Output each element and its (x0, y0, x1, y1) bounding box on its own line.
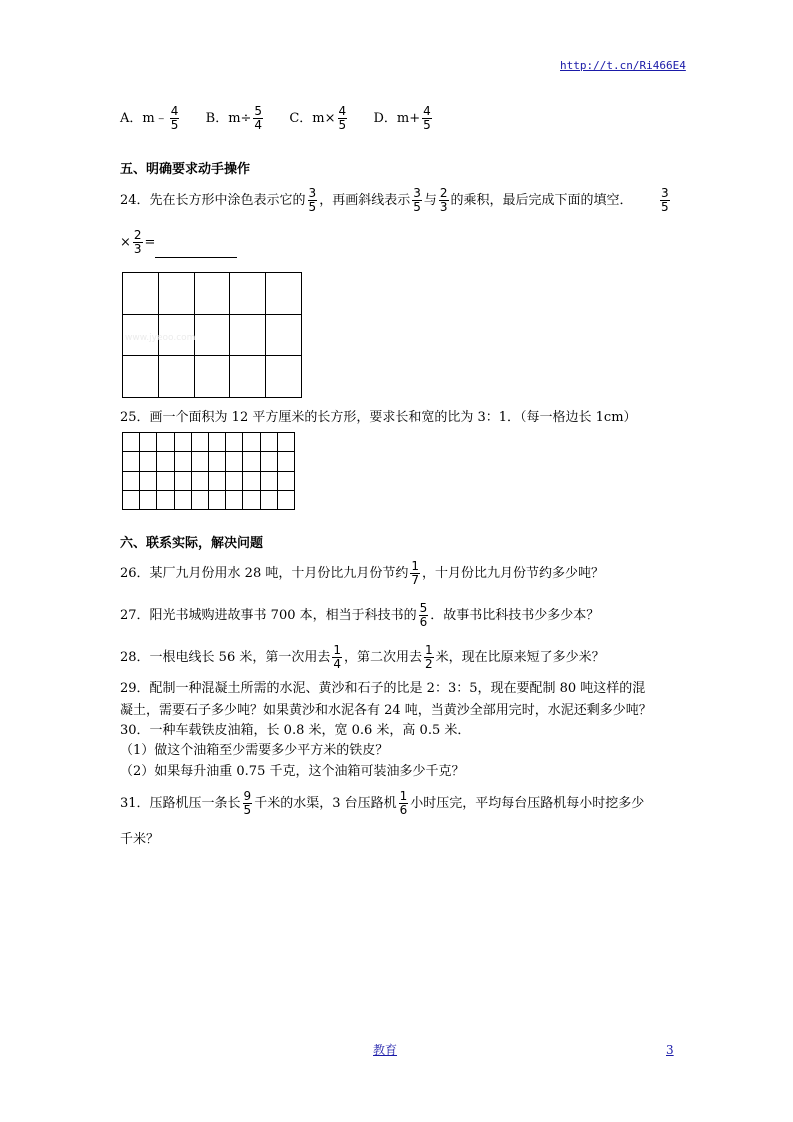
question-29-line2: 凝土，需要石子多少吨？如果黄沙和水泥各有 24 吨，当黄沙全部用完时，水泥还剩多少吨？ (120, 703, 652, 718)
question-24-trailing-fraction (658, 186, 672, 216)
grid-cell[interactable] (191, 490, 208, 509)
fraction: $\frac{1}{7}$ (411, 559, 419, 587)
fraction: $\frac{4}{5}$ (170, 104, 179, 132)
grid-cell[interactable] (194, 273, 230, 315)
fraction: $\frac{4}{5}$ (338, 104, 347, 132)
question-24-line1: 24．先在长方形中涂色表示它的 $\frac{3}{5}$ ，再画斜线表示 $\frac{3}{5}$ 与 $\frac{2}{3}$ 的乘积，最后完成下面的填空． (120, 186, 633, 214)
footer-link[interactable]: 教育 (373, 1043, 398, 1057)
fraction: $\frac{3}{5}$ (413, 186, 421, 214)
fraction: $\frac{3}{5}$ (661, 186, 669, 214)
question-26: 26．某厂九月份用水 28 吨，十月份比九月份节约 $\frac{1}{7}$ ，十月份比九月份节约多少吨？ (120, 559, 605, 587)
grid-cell[interactable] (123, 471, 140, 490)
grid-cell[interactable] (140, 433, 157, 452)
grid-cell[interactable] (226, 471, 243, 490)
question-29-line1: 29．配制一种混凝土所需的水泥、黄沙和石子的比是 2：3：5，现在要配制 80 吨这样的混 (120, 681, 646, 696)
question-31-line1: 31．压路机压一条长 $\frac{9}{5}$ 千米的水渠，3 台压路机 $\frac{1}{6}$ 小时压完，平均每台压路机每小时挖多少 (120, 789, 645, 817)
grid-cell[interactable] (140, 490, 157, 509)
grid-cell[interactable] (157, 490, 174, 509)
grid-cell[interactable] (266, 273, 302, 315)
grid-cell[interactable] (157, 471, 174, 490)
grid-cell[interactable] (226, 490, 243, 509)
option-b: B．m÷ $\frac{5}{4}$ (205, 104, 263, 132)
grid-cell[interactable] (174, 490, 191, 509)
grid-cell[interactable] (158, 356, 194, 398)
grid-cell[interactable] (243, 452, 260, 471)
grid-cell[interactable] (191, 433, 208, 452)
header-url-link[interactable]: http://t.cn/Ri466E4 (560, 59, 686, 72)
grid-24-rectangle[interactable] (122, 272, 302, 398)
page-number: 3 (666, 1043, 674, 1057)
section-6-title: 六、联系实际，解决问题 (120, 536, 264, 551)
grid-cell[interactable] (260, 471, 277, 490)
option-d: D．m+ $\frac{4}{5}$ (373, 104, 431, 132)
fraction: $\frac{2}{3}$ (439, 186, 448, 214)
grid-cell[interactable] (277, 471, 294, 490)
fraction: $\frac{5}{4}$ (254, 104, 263, 132)
grid-cell[interactable] (191, 471, 208, 490)
grid-cell[interactable] (226, 452, 243, 471)
question-27: 27．阳光书城购进故事书 700 本，相当于科技书的 $\frac{5}{6}$ ．故事书比科技书少多少本？ (120, 601, 600, 629)
fraction: $\frac{2}{3}$ (133, 228, 142, 256)
grid-cell[interactable] (230, 273, 266, 315)
grid-cell[interactable] (266, 314, 302, 356)
grid-cell[interactable] (174, 433, 191, 452)
grid-cell[interactable] (243, 490, 260, 509)
option-c: C．m× $\frac{4}{5}$ (289, 104, 347, 132)
grid-cell[interactable] (243, 433, 260, 452)
grid-cell[interactable] (243, 471, 260, 490)
fraction: $\frac{4}{5}$ (423, 104, 431, 132)
grid-cell[interactable] (260, 490, 277, 509)
question-30-line1: 30．一种车载铁皮油箱，长 0.8 米，宽 0.6 米，高 0.5 米． (120, 723, 471, 738)
watermark: www.jyeoo.com (125, 332, 196, 343)
grid-cell[interactable] (123, 356, 159, 398)
grid-cell[interactable] (140, 452, 157, 471)
grid-cell[interactable] (123, 490, 140, 509)
grid-cell[interactable] (277, 433, 294, 452)
grid-cell[interactable] (123, 452, 140, 471)
grid-cell[interactable] (230, 356, 266, 398)
grid-cell[interactable] (123, 433, 140, 452)
grid-cell[interactable] (208, 452, 225, 471)
fraction: $\frac{1}{6}$ (399, 789, 408, 817)
grid-cell[interactable] (174, 471, 191, 490)
grid-cell[interactable] (158, 273, 194, 315)
option-a: A．m﹣ $\frac{4}{5}$ (120, 104, 179, 132)
question-31-line2: 千米？ (120, 832, 160, 847)
grid-cell[interactable] (226, 433, 243, 452)
question-28: 28．一根电线长 56 米，第一次用去 $\frac{1}{4}$ ，第二次用去 $\frac{1}{2}$ 米，现在比原来短了多少米？ (120, 643, 605, 671)
grid-cell[interactable] (260, 452, 277, 471)
grid-cell[interactable] (208, 471, 225, 490)
grid-cell[interactable] (194, 314, 230, 356)
section-5-title: 五、明确要求动手操作 (120, 162, 251, 177)
grid-cell[interactable] (157, 452, 174, 471)
grid-cell[interactable] (277, 490, 294, 509)
fraction: $\frac{5}{6}$ (419, 601, 428, 629)
grid-cell[interactable] (194, 356, 230, 398)
grid-cell[interactable] (230, 314, 266, 356)
fraction: $\frac{1}{2}$ (425, 643, 433, 671)
grid-cell[interactable] (157, 433, 174, 452)
grid-cell[interactable] (140, 471, 157, 490)
fraction: $\frac{9}{5}$ (243, 789, 252, 817)
fraction: $\frac{1}{4}$ (333, 643, 341, 671)
question-30-part2: （2）如果每升油重 0.75 千克，这个油箱可装油多少千克？ (120, 764, 465, 779)
question-25: 25．画一个面积为 12 平方厘米的长方形，要求长和宽的比为 3：1．（每一格边长 1cm） (120, 410, 637, 425)
answer-options (120, 104, 434, 134)
grid-cell[interactable] (191, 452, 208, 471)
answer-blank[interactable] (155, 243, 237, 258)
grid-cell[interactable] (266, 356, 302, 398)
question-30-part1: （1）做这个油箱至少需要多少平方米的铁皮？ (120, 743, 389, 758)
fraction: $\frac{3}{5}$ (308, 186, 317, 214)
grid-cell[interactable] (123, 273, 159, 315)
grid-cell[interactable] (208, 490, 225, 509)
grid-cell[interactable] (208, 433, 225, 452)
grid-cell[interactable] (174, 452, 191, 471)
grid-25-squares[interactable] (122, 432, 295, 510)
grid-cell[interactable] (260, 433, 277, 452)
question-24-line2: × $\frac{2}{3}$ = (120, 228, 237, 258)
grid-cell[interactable] (123, 314, 196, 356)
grid-cell[interactable] (277, 452, 294, 471)
